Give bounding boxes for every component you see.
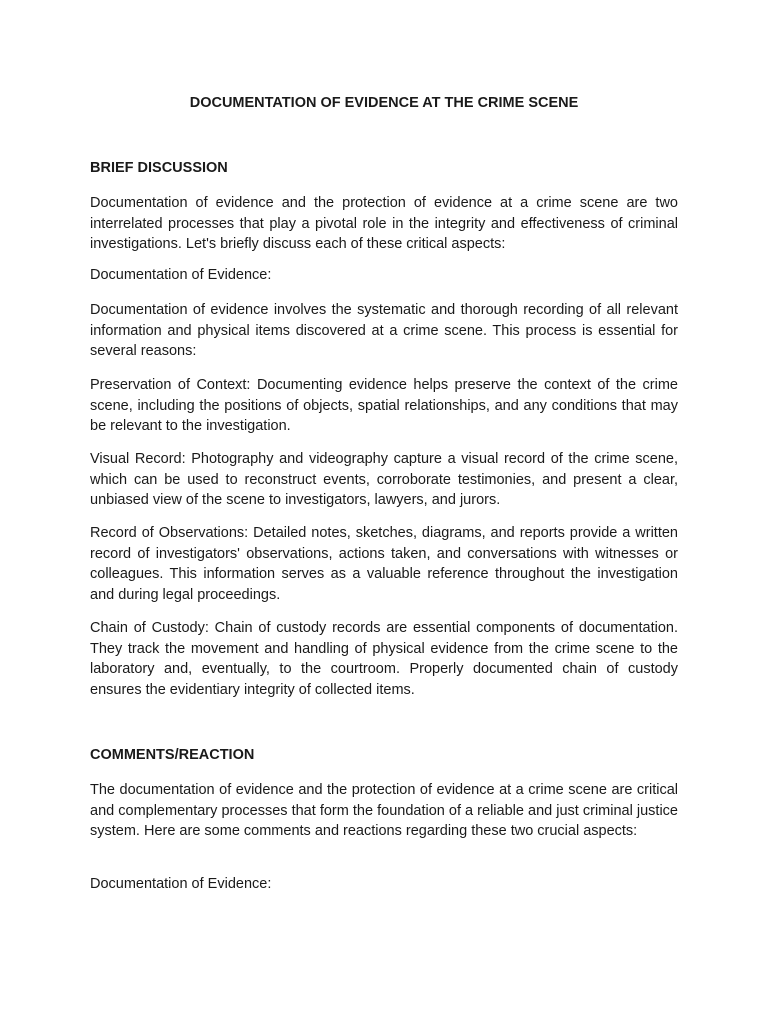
paragraph-preservation-of-context: Preservation of Context: Documenting evidence helps preserve the context of the crime scene, including the positions of objects, spatial relationships, and any conditions that may be relevant to the investigation. (90, 377, 678, 434)
section-heading-comments-reaction: COMMENTS/REACTION (90, 747, 255, 763)
section-heading-brief-discussion: BRIEF DISCUSSION (90, 160, 228, 176)
paragraph-documentation-overview: Documentation of evidence involves the systematic and thorough recording of all relevant information and physical items discovered at a crime scene. This process is essential for several reasons: (90, 302, 678, 359)
paragraph-comments-intro: The documentation of evidence and the protection of evidence at a crime scene are critical and complementary processes that form the foundation of a reliable and just criminal justice system. Here are some comments and reactions regarding these two crucial aspects: (90, 782, 678, 839)
paragraph-record-of-observations: Record of Observations: Detailed notes, sketches, diagrams, and reports provide a written record of investigators' observations, actions taken, and conversations with witnesses or colleagues. This information serves as a valuable reference throughout the investigation and during legal proceedings. (90, 525, 678, 603)
paragraph-chain-of-custody: Chain of Custody: Chain of custody records are essential components of documentation. They track the movement and handling of physical evidence from the crime scene to the laboratory and, eventually, to the courtroom. Properly documented chain of custody ensures the evidentiary integrity of collected items. (90, 620, 678, 698)
paragraph-comments-documentation-label: Documentation of Evidence: (90, 876, 272, 892)
paragraph-documentation-of-evidence-label: Documentation of Evidence: (90, 267, 272, 283)
document-title: DOCUMENTATION OF EVIDENCE AT THE CRIME SCENE (189, 95, 579, 111)
paragraph-intro: Documentation of evidence and the protection of evidence at a crime scene are two interrelated processes that play a pivotal role in the integrity and effectiveness of criminal investigations. Let's briefly discuss each of these critical aspects: (90, 195, 678, 252)
paragraph-visual-record: Visual Record: Photography and videography capture a visual record of the crime scene, which can be used to reconstruct events, corroborate testimonies, and present a clear, unbiased view of the scene to investigators, lawyers, and jurors. (90, 451, 678, 508)
